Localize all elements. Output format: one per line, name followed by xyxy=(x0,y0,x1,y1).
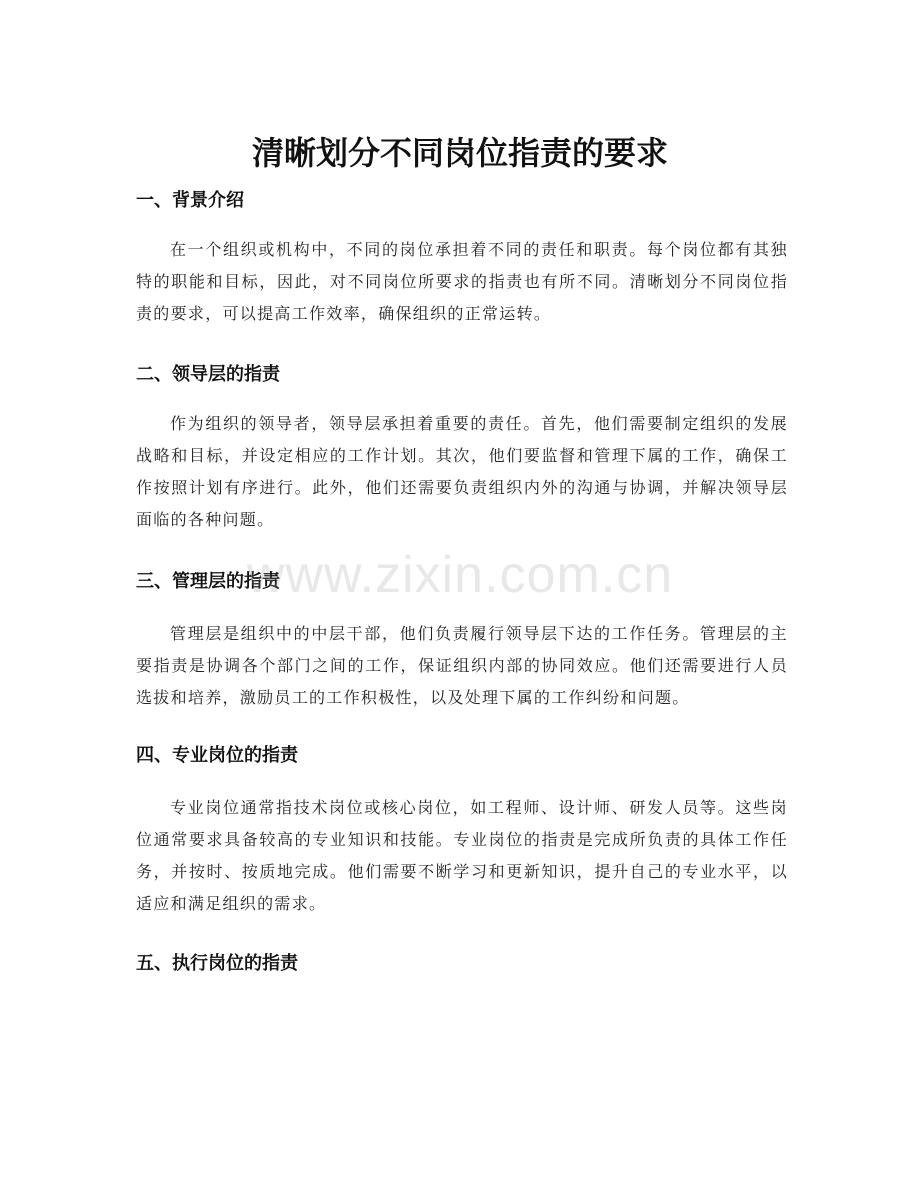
section-heading-professional: 四、专业岗位的指责 xyxy=(136,745,298,766)
section-paragraph-background: 在一个组织或机构中，不同的岗位承担着不同的责任和职责。每个岗位都有其独特的职能和目标，因此，对不同岗位所要求的指责也有所不同。清晰划分不同岗位指责的要求，可以提高工作效率，确保组织的正常运转。 xyxy=(136,240,788,323)
watermark: www.zixin.com.cn xyxy=(246,546,674,604)
section-paragraph-professional: 专业岗位通常指技术岗位或核心岗位，如工程师、设计师、研发人员等。这些岗位通常要求具备较高的专业知识和技能。专业岗位的指责是完成所负责的具体工作任务，并按时、按质地完成。他们需要不断学习和更新知识，提升自己的专业水平，以适应和满足组织的需求。 xyxy=(136,798,788,913)
section-paragraph-leadership: 作为组织的领导者，领导层承担着重要的责任。首先，他们需要制定组织的发展战略和目标，并设定相应的工作计划。其次，他们要监督和管理下属的工作，确保工作按照计划有序进行。此外，他们还需要负责组织内外的沟通与协调，并解决领导层面临的各种问题。 xyxy=(136,414,788,529)
section-heading-execution: 五、执行岗位的指责 xyxy=(136,953,298,974)
section-paragraph-management: 管理层是组织中的中层干部，他们负责履行领导层下达的工作任务。管理层的主要指责是协调各个部门之间的工作，保证组织内部的协同效应。他们还需要进行人员选拔和培养，激励员工的工作积极性，以及处理下属的工作纠纷和问题。 xyxy=(136,624,788,707)
section-heading-background: 一、背景介绍 xyxy=(136,190,244,211)
section-heading-management: 三、管理层的指责 xyxy=(136,571,280,592)
section-heading-leadership: 二、领导层的指责 xyxy=(136,364,280,385)
page-title: 清晰划分不同岗位指责的要求 xyxy=(251,134,668,173)
